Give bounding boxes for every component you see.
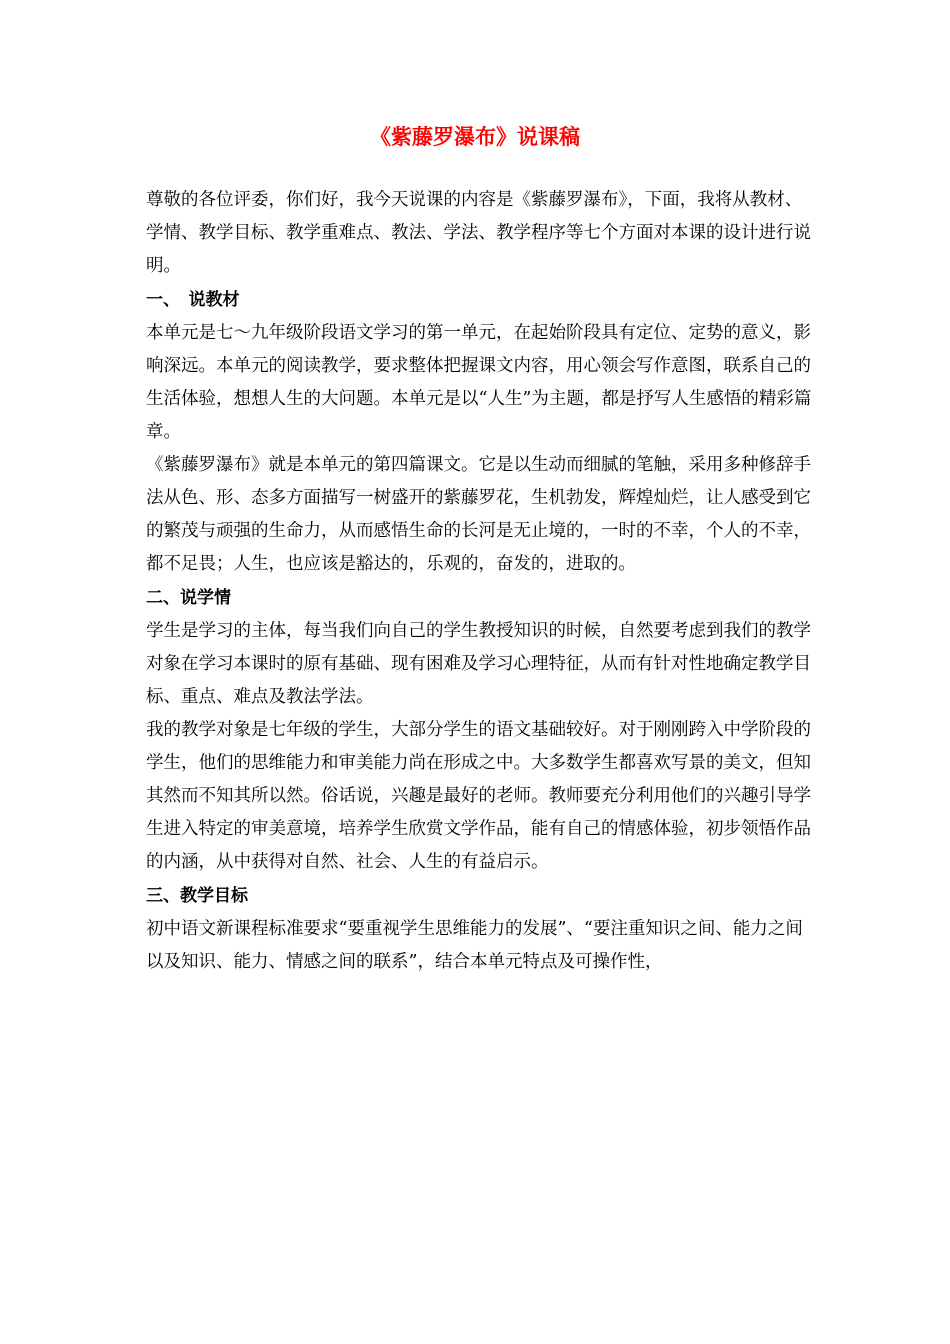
section-heading-textbook: 一、 说教材 (146, 290, 240, 310)
section-paragraph: 本单元是七～九年级阶段语文学习的第一单元，在起始阶段具有定位、定势的意义，影响深远。本单元的阅读教学，要求整体把握课文内容，用心领会写作意图，联系自己的生活体验，想想人生的大问题。本单元是以“人生”为主题，都是抒写人生感悟的精彩篇章。 (146, 323, 812, 442)
document-title: 《紫藤罗瀑布》说课稿 (370, 125, 580, 149)
section-paragraph: 我的教学对象是七年级的学生，大部分学生的语文基础较好。对于刚刚跨入中学阶段的学生，他们的思维能力和审美能力尚在形成之中。大多数学生都喜欢写景的美文，但知其然而不知其所以然。俗话说，兴趣是最好的老师。教师要充分利用他们的兴趣引导学生进入特定的审美意境，培养学生欣赏文学作品，能有自己的情感体验，初步领悟作品的内涵，从中获得对自然、社会、人生的有益启示。 (146, 720, 811, 872)
section-heading-objectives: 三、教学目标 (146, 886, 248, 906)
section-paragraph: 《紫藤罗瀑布》就是本单元的第四篇课文。它是以生动而细腻的笔触，采用多种修辞手法从色、形、态多方面描写一树盛开的紫藤罗花，生机勃发，辉煌灿烂，让人感受到它的繁茂与顽强的生命力，从而感悟生命的长河是无止境的，一时的不幸，个人的不幸，都不足畏；人生，也应该是豁达的，乐观的，奋发的，进取的。 (146, 455, 811, 574)
section-paragraph: 初中语文新课程标准要求“要重视学生思维能力的发展”、“要注重知识之间、能力之间以及知识、能力、情感之间的联系”，结合本单元特点及可操作性， (146, 919, 803, 972)
section-paragraph: 学生是学习的主体，每当我们向自己的学生教授知识的时候，自然要考虑到我们的教学对象在学习本课时的原有基础、现有困难及学习心理特征，从而有针对性地确定教学目标、重点、难点及教法学法。 (146, 621, 811, 707)
document-body (146, 184, 814, 979)
section-heading-students: 二、说学情 (146, 588, 231, 608)
intro-paragraph: 尊敬的各位评委，你们好，我今天说课的内容是《紫藤罗瀑布》，下面，我将从教材、学情、教学目标、教学重难点、教法、学法、教学程序等七个方面对本课的设计进行说明。 (146, 190, 811, 276)
